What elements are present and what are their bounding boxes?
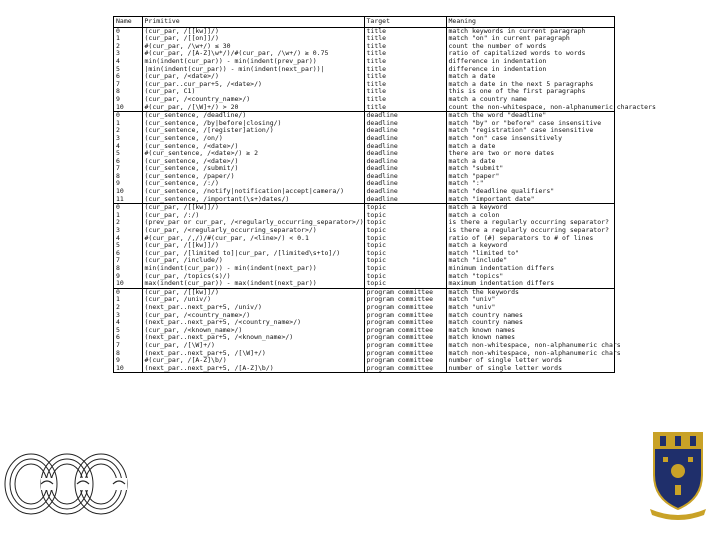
row-target: topic xyxy=(364,242,446,250)
row-target: program committee xyxy=(364,312,446,320)
row-meaning: is there a regularly occurring separator? xyxy=(448,226,609,235)
row-meaning: match keywords in current paragraph xyxy=(448,26,586,35)
row-primitive: (cur_par, /topics(s)/) xyxy=(142,273,364,281)
row-target: topic xyxy=(364,280,446,288)
row-primitive: (cur_par, /[[kw]]/) xyxy=(142,288,364,296)
row-primitive: #(cur_par, /,/)/#(cur_par, /<line>/) < 0.1 xyxy=(142,235,364,243)
row-primitive: #(cur_par, /[\W]+/) > 20 xyxy=(142,104,364,112)
row-meaning: ratio of capitalized words to words xyxy=(448,49,586,58)
row-primitive: (cur_sentence, /submit/) xyxy=(142,165,364,173)
row-number: 1 xyxy=(114,296,142,304)
row-meaning: this is one of the first paragraphs xyxy=(448,87,586,96)
row-primitive: (cur_par, /<known_name>/) xyxy=(142,327,364,335)
header-meaning: Meaning xyxy=(446,17,614,27)
row-meaning: match the keywords xyxy=(446,288,614,296)
row-meaning: match "on" in current paragraph xyxy=(448,34,570,43)
row-target: topic xyxy=(364,273,446,281)
row-meaning: match "limited to" xyxy=(448,248,519,257)
row-target: topic xyxy=(364,265,446,273)
row-primitive: (next_par..next_par+5, /[A-Z]\b/) xyxy=(142,365,364,373)
row-meaning: match known names xyxy=(448,325,516,334)
row-number: 2 xyxy=(114,219,142,227)
row-target: topic xyxy=(364,257,446,265)
table-header-row xyxy=(114,17,614,27)
row-number: 2 xyxy=(114,43,142,51)
row-primitive: (cur_par, C1) xyxy=(142,88,364,96)
row-target: deadline xyxy=(364,158,446,166)
row-number: 6 xyxy=(114,73,142,81)
row-target: deadline xyxy=(364,127,446,135)
row-target: program committee xyxy=(364,357,446,365)
row-target: program committee xyxy=(364,334,446,342)
row-primitive: min(indent(cur_par)) - min(indent(prev_par)) xyxy=(142,58,364,66)
row-meaning: match a date xyxy=(448,72,496,81)
header-target: Target xyxy=(364,17,446,27)
row-target: title xyxy=(364,66,446,74)
row-target: title xyxy=(364,35,446,43)
row-meaning: match known names xyxy=(448,333,516,342)
row-primitive: (cur_par, /[\W]+/) xyxy=(142,342,364,350)
row-number: 7 xyxy=(114,257,142,265)
row-primitive: (cur_sentence, /<date>/) xyxy=(142,158,364,166)
row-target: deadline xyxy=(364,135,446,143)
row-number: 6 xyxy=(114,250,142,258)
row-number: 8 xyxy=(114,350,142,358)
row-number: 3 xyxy=(114,227,142,235)
row-number: 0 xyxy=(114,204,142,212)
row-primitive: (cur_par, /[[kw]]/) xyxy=(142,242,364,250)
row-target: topic xyxy=(364,212,446,220)
row-target: topic xyxy=(364,235,446,243)
row-meaning: match "deadline qualifiers" xyxy=(448,187,555,196)
row-number: 10 xyxy=(114,280,142,288)
row-primitive: #(cur_sentence, /<date>/) ≥ 2 xyxy=(142,150,364,158)
row-meaning: match non-whitespace, non-alphanumeric chars xyxy=(448,340,621,349)
row-number: 0 xyxy=(114,27,142,35)
row-target: program committee xyxy=(364,327,446,335)
row-primitive: (next_par..next_par+5, /<known_name>/) xyxy=(142,334,364,342)
row-number: 8 xyxy=(114,88,142,96)
row-target: title xyxy=(364,81,446,89)
row-number: 8 xyxy=(114,173,142,181)
header-name: Name xyxy=(114,17,142,27)
row-number: 5 xyxy=(114,150,142,158)
row-meaning: match "univ" xyxy=(448,302,496,311)
primitives-table xyxy=(114,17,656,372)
row-number: 7 xyxy=(114,81,142,89)
row-target: program committee xyxy=(364,365,446,373)
row-number: 4 xyxy=(114,143,142,151)
row-number: 9 xyxy=(114,96,142,104)
row-number: 9 xyxy=(114,180,142,188)
row-primitive: (cur_sentence, /<date>/) xyxy=(142,143,364,151)
row-number: 0 xyxy=(114,112,142,120)
row-primitive: (cur_par, /[limited to]|cur_par, /[limited\s+to]/) xyxy=(142,250,364,258)
row-target: program committee xyxy=(364,342,446,350)
row-primitive: (cur_par, /<regularly_occurring_separator>/) xyxy=(142,227,364,235)
row-meaning: minimum indentation differs xyxy=(448,264,555,272)
row-meaning: match "paper" xyxy=(448,171,500,180)
row-number: 1 xyxy=(114,212,142,220)
row-meaning: number of single letter words xyxy=(448,356,562,365)
row-primitive: (cur_par, /<country_name>/) xyxy=(142,312,364,320)
row-meaning: match "univ" xyxy=(448,295,496,304)
row-number: 1 xyxy=(114,35,142,43)
row-meaning: difference in indentation xyxy=(448,64,547,73)
header-primitive: Primitive xyxy=(142,17,364,27)
row-primitive: (cur_par, /[[kw]]/) xyxy=(142,27,364,35)
row-meaning: match a country name xyxy=(448,94,527,103)
primitives-table-sheet xyxy=(113,16,656,373)
row-number: 11 xyxy=(114,196,142,204)
row-primitive: #(cur_par, /\w+/) ≤ 30 xyxy=(142,43,364,51)
row-number: 4 xyxy=(114,235,142,243)
row-primitive: (next_par..next_par+5, /[\W]+/) xyxy=(142,350,364,358)
row-primitive: #(cur_par, /[A-Z]\w*/)/#(cur_par, /\w+/) ≥ 0.75 xyxy=(142,50,364,58)
row-primitive: (cur_sentence, /important(\s+)dates/) xyxy=(142,196,364,204)
row-number: 3 xyxy=(114,50,142,58)
row-meaning: maximum indentation differs xyxy=(448,279,555,288)
row-meaning: match the word "deadline" xyxy=(446,112,614,120)
row-meaning: match a keyword xyxy=(446,204,614,212)
row-primitive: (cur_par, /univ/) xyxy=(142,296,364,304)
row-primitive: (cur_sentence, /paper/) xyxy=(142,173,364,181)
row-number: 7 xyxy=(114,165,142,173)
row-target: program committee xyxy=(364,319,446,327)
row-number: 9 xyxy=(114,273,142,281)
row-target: title xyxy=(364,58,446,66)
row-meaning: match a colon xyxy=(448,210,500,219)
row-number: 0 xyxy=(114,288,142,296)
row-number: 8 xyxy=(114,265,142,273)
row-target: deadline xyxy=(364,180,446,188)
row-target: program committee xyxy=(364,288,446,296)
row-meaning: match "include" xyxy=(448,256,508,265)
row-primitive: (cur_par, /<date>/) xyxy=(142,73,364,81)
row-target: topic xyxy=(364,227,446,235)
row-meaning: number of single letter words xyxy=(448,363,562,372)
university-crest-icon xyxy=(648,425,708,521)
row-target: topic xyxy=(364,204,446,212)
row-meaning: match ":" xyxy=(448,179,484,188)
row-primitive: (prev_par or cur_par, /<regularly_occurring_separator>/) xyxy=(142,219,364,227)
row-target: title xyxy=(364,104,446,112)
row-meaning: ratio of (#) separators to # of lines xyxy=(448,233,594,242)
row-primitive: max(indent(cur_par)) - max(indent(next_par)) xyxy=(142,280,364,288)
row-number: 4 xyxy=(114,319,142,327)
row-number: 10 xyxy=(114,365,142,373)
row-meaning: match a date in the next 5 paragraphs xyxy=(448,79,594,88)
row-number: 10 xyxy=(114,188,142,196)
row-meaning: count the number of words xyxy=(448,41,547,50)
row-target: title xyxy=(364,96,446,104)
row-meaning: match "on" case insensitively xyxy=(448,133,562,142)
row-target: deadline xyxy=(364,143,446,151)
row-meaning: count the non-whitespace, non-alphanumeric characters xyxy=(448,102,656,111)
row-target: deadline xyxy=(364,173,446,181)
row-target: title xyxy=(364,43,446,51)
row-primitive: (cur_sentence, /[register]ation/) xyxy=(142,127,364,135)
row-number: 5 xyxy=(114,327,142,335)
row-primitive: (cur_sentence, /:/) xyxy=(142,180,364,188)
row-number: 5 xyxy=(114,66,142,74)
row-target: program committee xyxy=(364,350,446,358)
row-number: 9 xyxy=(114,357,142,365)
row-primitive: (cur_par, /[[kw]]/) xyxy=(142,204,364,212)
row-target: deadline xyxy=(364,150,446,158)
row-meaning: match a date xyxy=(448,141,496,150)
row-meaning: match country names xyxy=(448,310,523,319)
row-target: program committee xyxy=(364,304,446,312)
row-meaning: match "topics" xyxy=(448,271,504,280)
row-primitive: (cur_sentence, /by|before|closing/) xyxy=(142,120,364,128)
row-primitive: (cur_sentence, /deadline/) xyxy=(142,112,364,120)
row-primitive: #(cur_par, /[A-Z]\b/) xyxy=(142,357,364,365)
row-target: title xyxy=(364,88,446,96)
row-meaning: match a keyword xyxy=(448,241,508,250)
row-target: title xyxy=(364,27,446,35)
table-body xyxy=(114,26,656,372)
row-meaning: match a date xyxy=(448,156,496,165)
row-number: 3 xyxy=(114,312,142,320)
row-target: deadline xyxy=(364,196,446,204)
row-target: title xyxy=(364,50,446,58)
row-target: deadline xyxy=(364,165,446,173)
row-number: 2 xyxy=(114,127,142,135)
row-primitive: (next_par..next_par+5, /<country_name>/) xyxy=(142,319,364,327)
row-primitive: (cur_par, /:/) xyxy=(142,212,364,220)
row-target: deadline xyxy=(364,188,446,196)
row-primitive: (cur_sentence, /on/) xyxy=(142,135,364,143)
row-number: 2 xyxy=(114,304,142,312)
row-target: program committee xyxy=(364,296,446,304)
row-target: topic xyxy=(364,219,446,227)
row-meaning: there are two or more dates xyxy=(448,149,555,158)
row-primitive: |min(indent(cur_par)) - min(indent(next_par))| xyxy=(142,66,364,74)
row-number: 1 xyxy=(114,120,142,128)
row-target: topic xyxy=(364,250,446,258)
row-primitive: (cur_sentence, /notify|notification|accept|camera/) xyxy=(142,188,364,196)
row-meaning: match "registration" case insensitive xyxy=(448,126,594,135)
row-primitive: (cur_par, /include/) xyxy=(142,257,364,265)
row-primitive: (cur_par, /[[on]]/) xyxy=(142,35,364,43)
row-meaning: difference in indentation xyxy=(448,56,547,65)
row-meaning: match non-whitespace, non-alphanumeric chars xyxy=(448,348,621,357)
row-number: 7 xyxy=(114,342,142,350)
row-number: 6 xyxy=(114,158,142,166)
row-meaning: match "by" or "before" case insensitive xyxy=(448,118,602,127)
row-number: 5 xyxy=(114,242,142,250)
row-primitive: (cur_par..cur_par+5, /<date>/) xyxy=(142,81,364,89)
row-number: 10 xyxy=(114,104,142,112)
row-meaning: match "submit" xyxy=(448,164,504,173)
row-target: deadline xyxy=(364,112,446,120)
row-number: 3 xyxy=(114,135,142,143)
row-target: title xyxy=(364,73,446,81)
row-meaning: is there a regularly occurring separator? xyxy=(448,218,609,227)
row-meaning: match country names xyxy=(448,318,523,327)
row-primitive: (cur_par, /<country_name>/) xyxy=(142,96,364,104)
row-target: deadline xyxy=(364,120,446,128)
row-number: 6 xyxy=(114,334,142,342)
row-primitive: (next_par..next_par+5, /univ/) xyxy=(142,304,364,312)
row-number: 4 xyxy=(114,58,142,66)
row-meaning: match "important date" xyxy=(448,194,535,203)
table-row xyxy=(114,365,614,373)
row-primitive: min(indent(cur_par)) - min(indent(next_par)) xyxy=(142,265,364,273)
wave-logo-icon xyxy=(1,438,131,530)
